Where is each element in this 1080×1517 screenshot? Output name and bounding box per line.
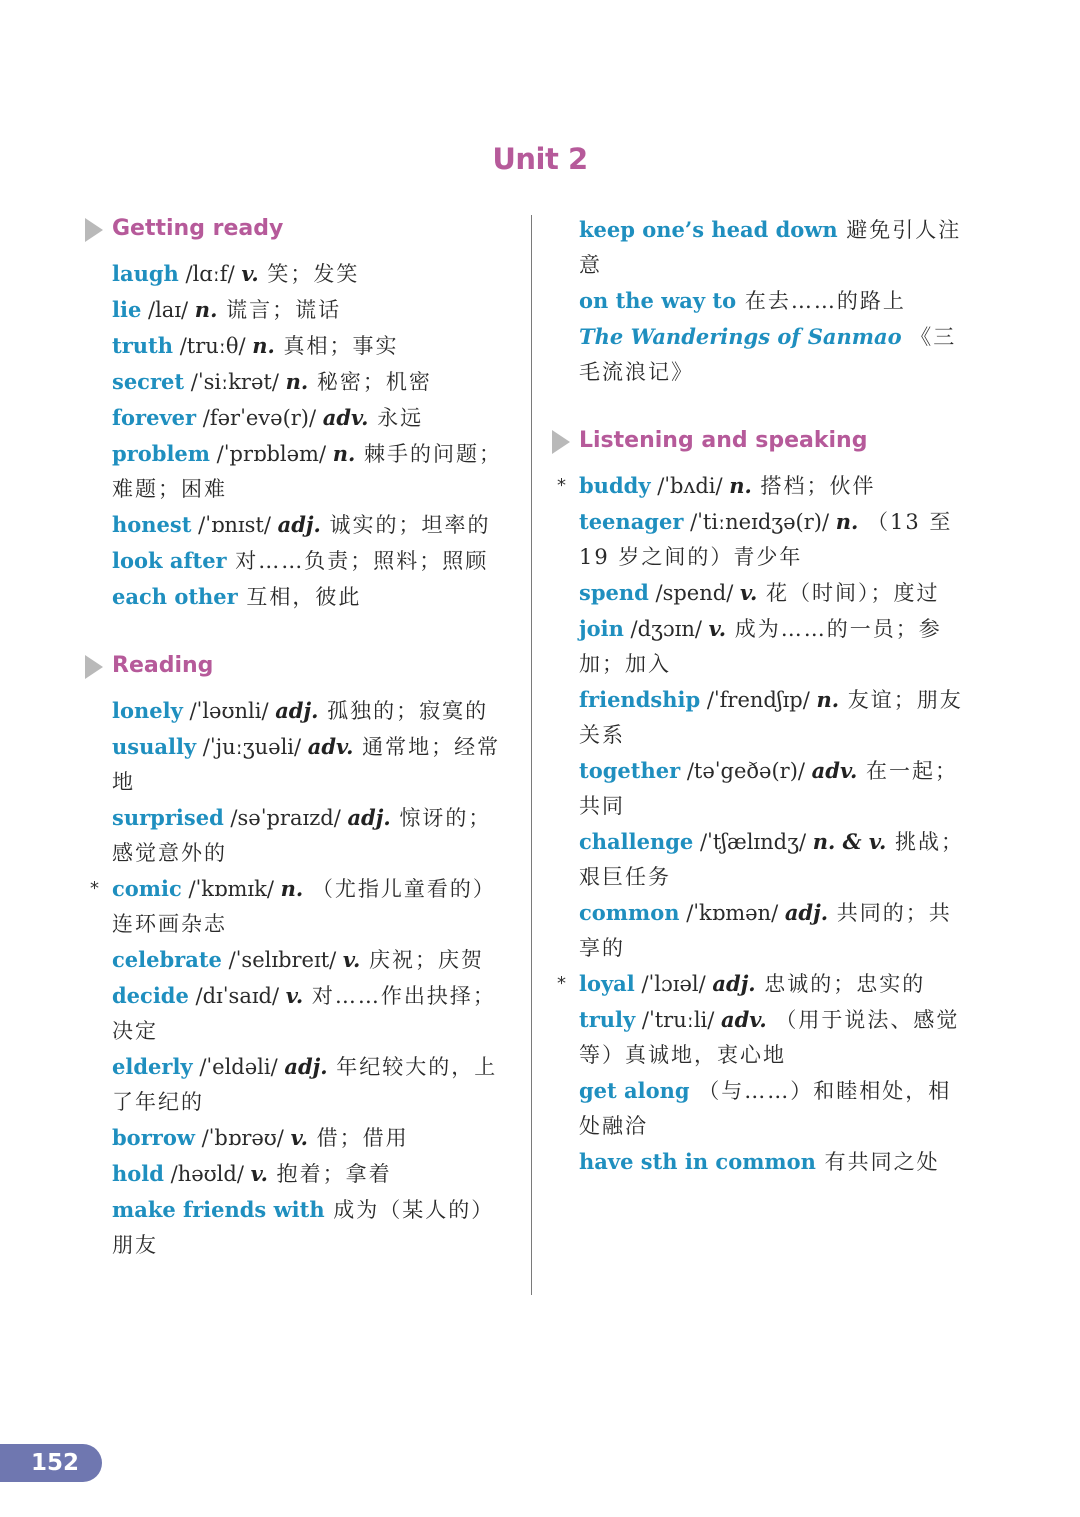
vocab-entry: [579, 895, 974, 966]
part-of-speech: adj.: [784, 900, 829, 925]
vocab-entry: [579, 283, 974, 319]
left-column: [90, 212, 507, 1263]
part-of-speech: n.: [194, 297, 218, 322]
phonetic: /ˈbɒrəʊ/: [194, 1126, 291, 1150]
headword: loyal: [579, 971, 635, 996]
vocab-entry: [112, 1156, 507, 1192]
vocab-entry: [579, 824, 974, 895]
vocab-entry: [579, 611, 974, 682]
vocab-entry: [112, 978, 507, 1049]
headword: celebrate: [112, 947, 222, 972]
phonetic: /ˈtiːneɪdʒə(r)/: [683, 510, 836, 534]
definition: 真相；事实: [274, 334, 399, 358]
part-of-speech: v.: [708, 616, 727, 641]
vocab-entry: [112, 543, 507, 579]
definition: 友谊；朋友关系: [579, 688, 963, 747]
section-gap: [579, 390, 974, 424]
optional-star: *: [90, 878, 99, 899]
headword: usually: [112, 734, 197, 759]
part-of-speech: adj.: [347, 805, 391, 830]
phonetic: /ˈbʌdi/: [650, 474, 730, 498]
vocab-entry: [557, 966, 974, 1002]
part-of-speech: adj.: [277, 512, 321, 537]
vocab-entry: [112, 400, 507, 436]
part-of-speech: n. & v.: [812, 829, 887, 854]
definition: 互相，彼此: [237, 585, 362, 609]
part-of-speech: v.: [342, 947, 361, 972]
part-of-speech: n.: [285, 369, 309, 394]
definition: 孤独的；寂寞的: [318, 699, 489, 723]
phonetic: /ˈeldəli/: [192, 1055, 285, 1079]
part-of-speech: adv.: [322, 405, 369, 430]
optional-star: *: [557, 475, 566, 496]
vocab-entry: [579, 1144, 974, 1180]
phonetic: /ˈɒnɪst/: [191, 513, 278, 537]
definition: （与……）和睦相处，相处融洽: [579, 1079, 952, 1138]
vocab-entry: [112, 942, 507, 978]
part-of-speech: n.: [252, 333, 275, 358]
phonetic: /ˈtruːli/: [635, 1008, 722, 1032]
definition: 避免引人注意: [579, 218, 962, 277]
part-of-speech: adv.: [721, 1007, 767, 1032]
headword: common: [579, 900, 680, 925]
phonetic: /təˈgeðə(r)/: [680, 759, 812, 783]
headword: borrow: [112, 1125, 195, 1150]
definition: 忠诚的；忠实的: [755, 972, 926, 996]
vocab-entry: [579, 504, 974, 575]
headword: laugh: [112, 261, 179, 286]
vocab-entry: [579, 1073, 974, 1144]
part-of-speech: adj.: [275, 698, 319, 723]
headword: join: [579, 616, 624, 641]
part-of-speech: n.: [816, 687, 840, 712]
definition: 搭档；伙伴: [751, 474, 876, 498]
definition: 抱着；拿着: [267, 1162, 392, 1186]
column-divider: [531, 215, 532, 1295]
phonetic: /dʒɔɪn/: [623, 617, 709, 641]
part-of-speech: v.: [290, 1125, 308, 1150]
unit-title: Unit 2: [492, 142, 588, 176]
definition: 挑战；艰巨任务: [579, 830, 964, 889]
definition: 谎言；谎话: [217, 298, 342, 322]
headword: problem: [112, 441, 210, 466]
part-of-speech: adv.: [307, 734, 354, 759]
headword: buddy: [579, 473, 651, 498]
headword: lonely: [112, 698, 183, 723]
vocab-entry: [579, 212, 974, 283]
part-of-speech: adv.: [811, 758, 858, 783]
headword: lie: [112, 297, 142, 322]
headword: forever: [112, 405, 197, 430]
vocab-entry: [112, 729, 507, 800]
headword: on the way to: [579, 288, 737, 313]
section-heading: [112, 212, 507, 246]
section-gap: [112, 615, 507, 649]
phonetic: /fərˈevə(r)/: [196, 406, 323, 430]
headword: hold: [112, 1161, 164, 1186]
definition: 通常地；经常地: [112, 735, 501, 794]
headword: honest: [112, 512, 192, 537]
section-heading: [112, 649, 507, 683]
phonetic: /ˈfrendʃɪp/: [700, 688, 817, 712]
vocab-entry: [557, 468, 974, 504]
vocab-entry: [579, 1002, 974, 1073]
phonetic: /spend/: [648, 581, 740, 605]
definition: 花（时间）；度过: [757, 581, 940, 605]
definition: 笑；发笑: [258, 262, 360, 286]
headword: look after: [112, 548, 227, 573]
headword: elderly: [112, 1054, 193, 1079]
phonetic: /dɪˈsaɪd/: [188, 984, 286, 1008]
definition: 秘密；机密: [308, 370, 432, 394]
part-of-speech: v.: [739, 580, 758, 605]
phonetic: /ˈkɒmɪk/: [181, 877, 281, 901]
phonetic: /ˈprɒbləm/: [210, 442, 333, 466]
definition: 在一起；共同: [579, 759, 959, 818]
headword: secret: [112, 369, 185, 394]
optional-star: *: [557, 973, 566, 994]
headword: surprised: [112, 805, 224, 830]
vocab-entry: [90, 871, 507, 942]
phonetic: /səˈpraɪzd/: [223, 806, 348, 830]
vocab-entry: [579, 319, 974, 390]
vocab-entry: [579, 575, 974, 611]
phonetic: /həʊld/: [163, 1162, 251, 1186]
headword: spend: [579, 580, 649, 605]
section-heading-label: Listening and speaking: [579, 428, 868, 453]
phonetic: /ˈləʊnli/: [182, 699, 276, 723]
definition: 永远: [368, 406, 424, 430]
vocab-entry: [112, 292, 507, 328]
part-of-speech: adj.: [284, 1054, 328, 1079]
part-of-speech: v.: [241, 261, 259, 286]
definition: 成为……的一员；参加；加入: [579, 617, 942, 676]
definition: 有共同之处: [815, 1150, 940, 1174]
part-of-speech: n.: [729, 473, 752, 498]
definition: 诚实的；坦率的: [320, 513, 491, 537]
headword: friendship: [579, 687, 701, 712]
vocab-entry: [112, 1120, 507, 1156]
vocab-entry: [112, 328, 507, 364]
headword: have sth in common: [579, 1149, 816, 1174]
phonetic: /ˈjuːʒuəli/: [196, 735, 308, 759]
part-of-speech: n.: [280, 876, 304, 901]
definition: 对……负责；照料；照顾: [226, 549, 489, 573]
phonetic: /ˈlɔɪəl/: [634, 972, 713, 996]
definition: （13 至 19 岁之间的）青少年: [579, 510, 953, 569]
headword: truly: [579, 1007, 636, 1032]
phonetic: /truːθ/: [173, 334, 253, 358]
headword: comic: [112, 876, 182, 901]
right-column: [557, 212, 974, 1180]
headword: decide: [112, 983, 189, 1008]
headword: together: [579, 758, 681, 783]
vocab-entry: [579, 753, 974, 824]
phonetic: /ˈkɒmən/: [679, 901, 785, 925]
page-number: 152: [0, 1444, 102, 1482]
headword: get along: [579, 1078, 690, 1103]
definition: 《三毛流浪记》: [579, 325, 957, 384]
vocab-entry: [112, 256, 507, 292]
section-heading-label: Getting ready: [112, 216, 284, 241]
phonetic: /lɑːf/: [178, 262, 242, 286]
headword: make friends with: [112, 1197, 325, 1222]
triangle-right-icon: [552, 430, 570, 454]
vocab-entry: [112, 1192, 507, 1263]
vocab-entry: [112, 800, 507, 871]
headword: teenager: [579, 509, 684, 534]
vocab-entry: [112, 364, 507, 400]
headword: truth: [112, 333, 174, 358]
part-of-speech: v.: [285, 983, 304, 1008]
part-of-speech: v.: [250, 1161, 268, 1186]
phonetic: /ˈtʃælɪndʒ/: [693, 830, 813, 854]
definition: 成为（某人的）朋友: [112, 1198, 495, 1257]
part-of-speech: n.: [835, 509, 859, 534]
definition: （尤指儿童看的）连环画杂志: [112, 877, 496, 936]
headword: challenge: [579, 829, 694, 854]
section-heading-label: Reading: [112, 653, 214, 678]
vocab-entry: [579, 682, 974, 753]
phonetic: /ˈselɪbreɪt/: [221, 948, 343, 972]
section-heading: [579, 424, 974, 458]
headword: keep one’s head down: [579, 217, 838, 242]
triangle-right-icon: [85, 655, 103, 679]
headword: each other: [112, 584, 238, 609]
vocab-entry: [112, 579, 507, 615]
phonetic: /laɪ/: [141, 298, 195, 322]
vocab-entry: [112, 507, 507, 543]
definition: 借；借用: [307, 1126, 409, 1150]
triangle-right-icon: [85, 218, 103, 242]
definition: 庆祝；庆贺: [360, 948, 484, 972]
definition: 棘手的问题；难题；困难: [112, 442, 502, 501]
definition: 对……作出抉择；决定: [112, 984, 496, 1043]
definition: 年纪较大的，上了年纪的: [112, 1055, 498, 1114]
vocab-entry: [112, 436, 507, 507]
definition: 惊讶的；感觉意外的: [112, 806, 492, 865]
headword: The Wanderings of Sanmao: [579, 324, 902, 349]
definition: 在去……的路上: [736, 289, 906, 313]
part-of-speech: adj.: [712, 971, 756, 996]
vocab-entry: [112, 693, 507, 729]
definition: 共同的；共享的: [579, 901, 952, 960]
definition: （用于说法、感觉等）真诚地，衷心地: [579, 1008, 960, 1067]
part-of-speech: n.: [332, 441, 356, 466]
vocab-entry: [112, 1049, 507, 1120]
phonetic: /ˈsiːkrət/: [184, 370, 286, 394]
